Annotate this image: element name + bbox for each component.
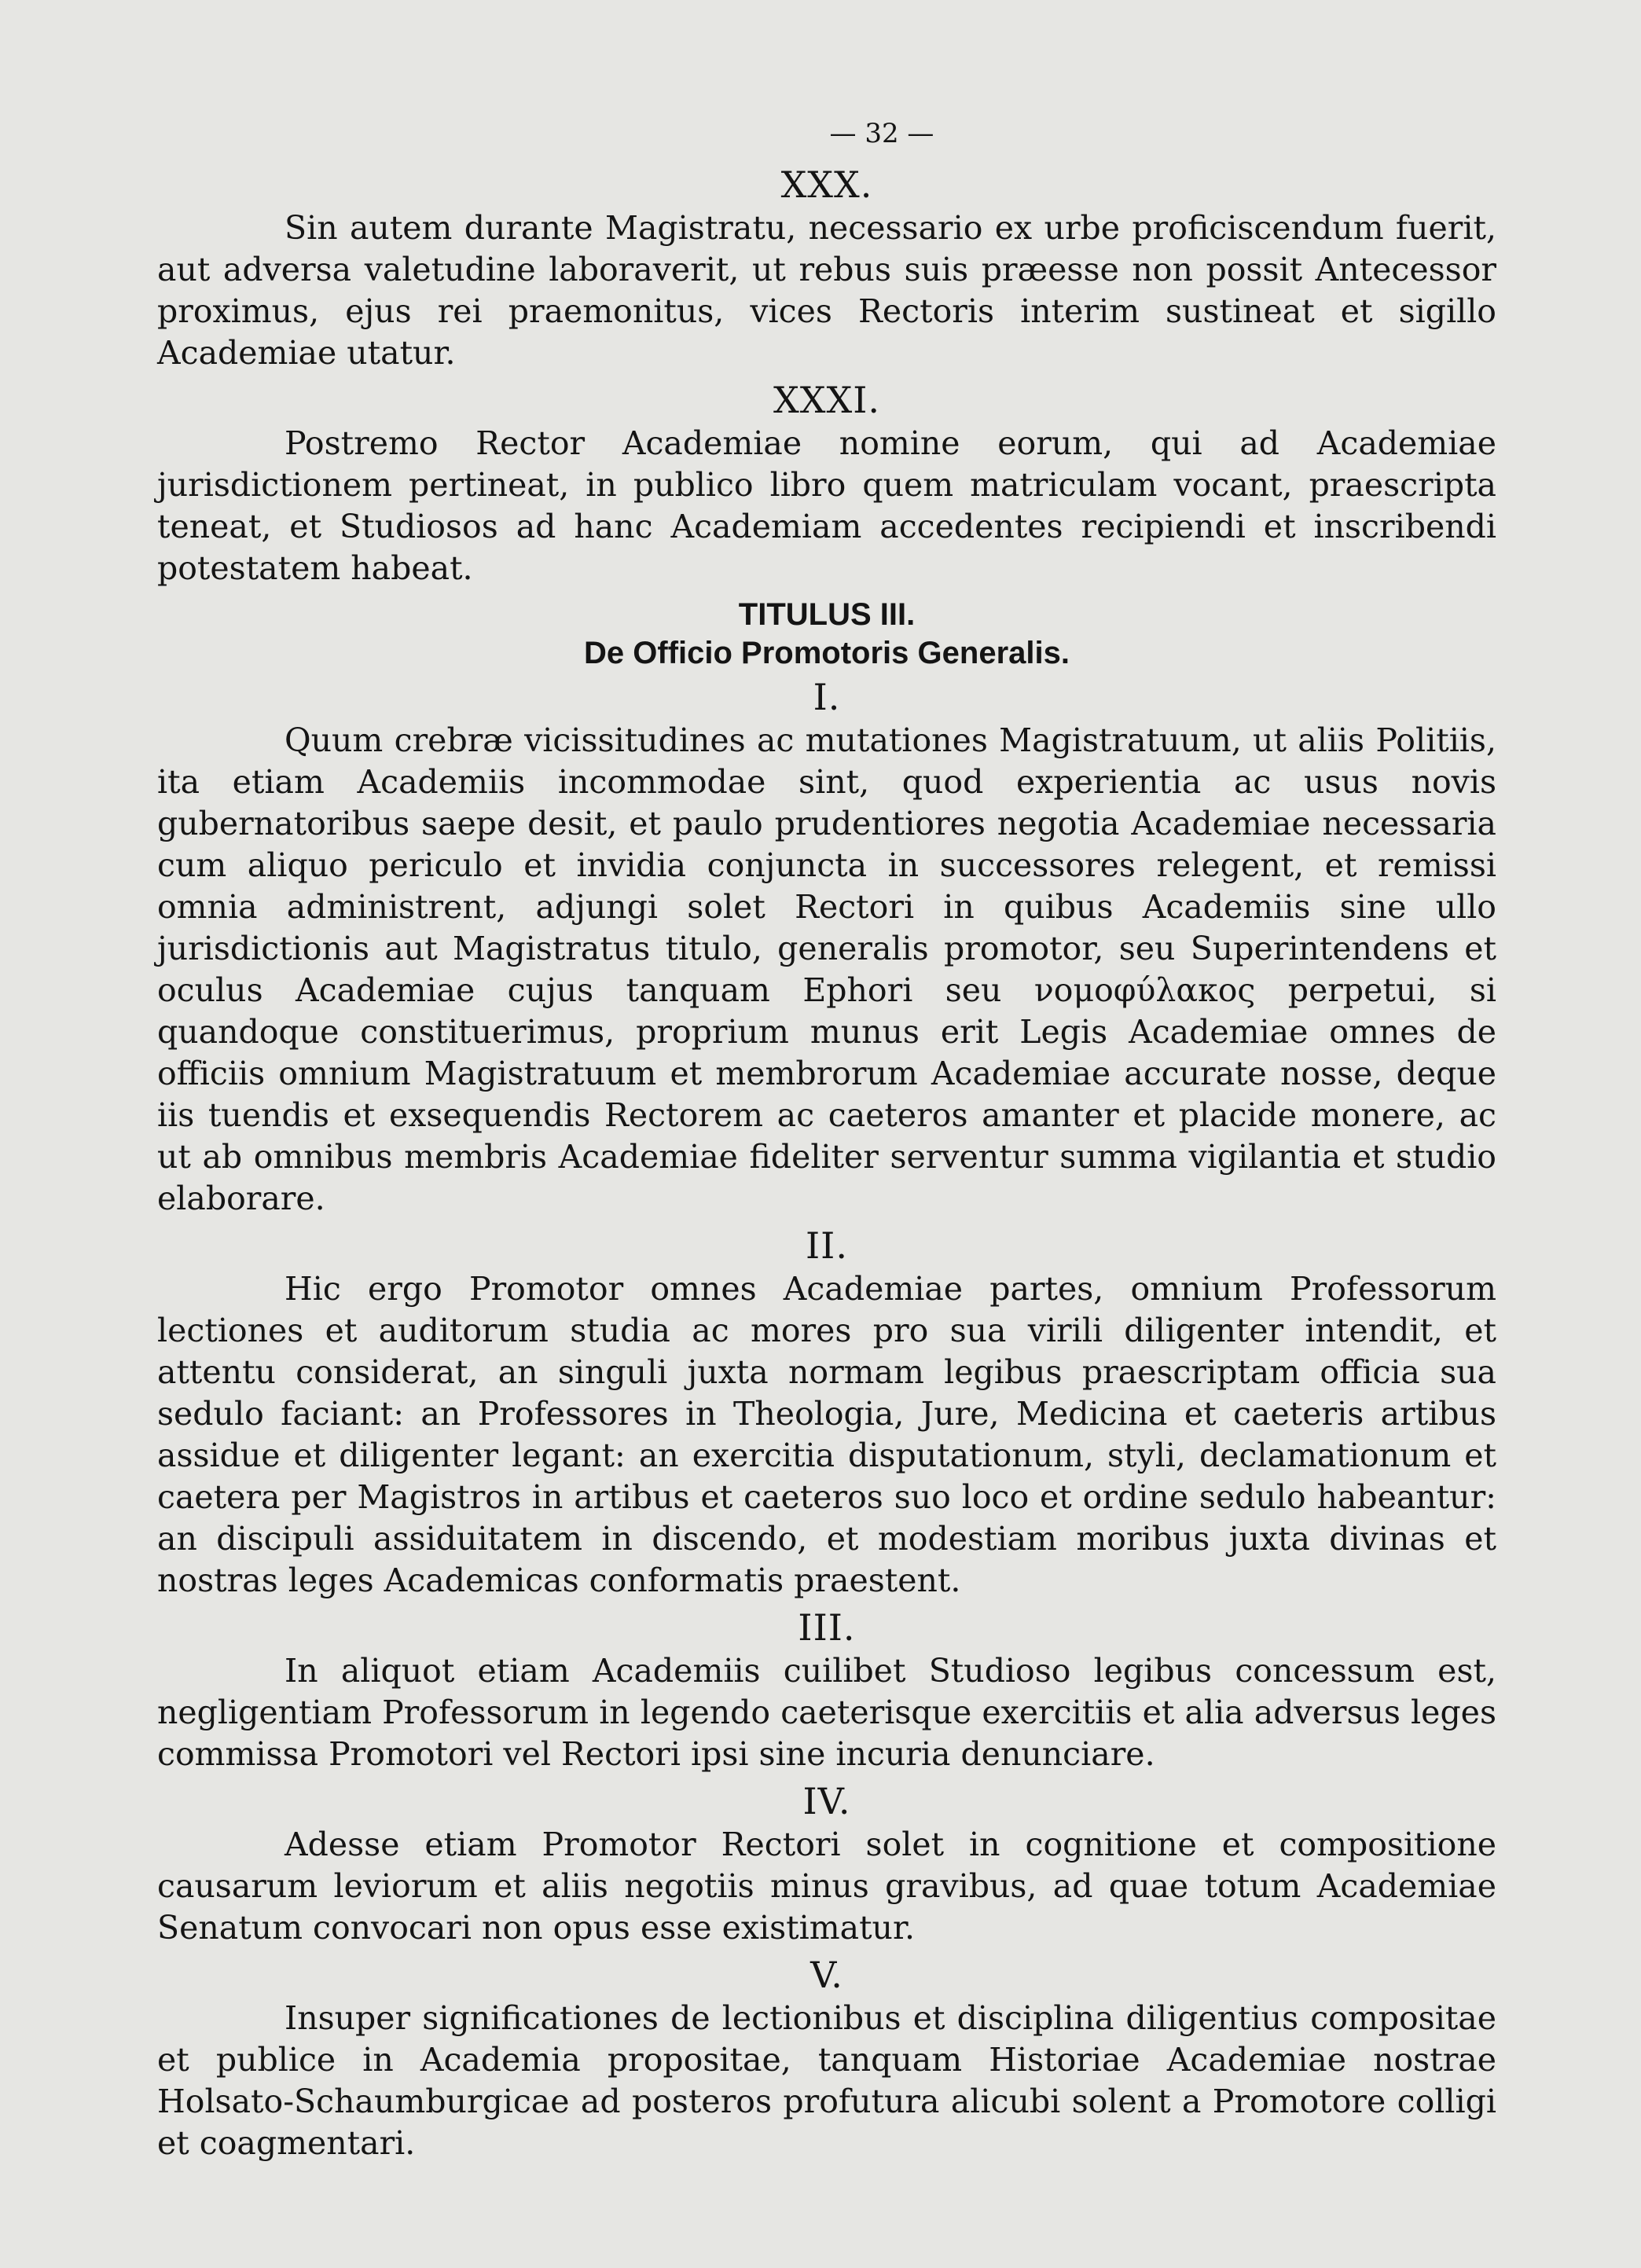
paragraph-article-i: Quum crebræ vicissitudines ac mutationes Magistratuum, ut aliis Politiis, ita etiam Academiis incommodae sint, quod experientia ac usus novis gubernatoribus saepe desit, et paulo prudentiores negotia Academiae necessaria cum aliquo periculo et invidia conjuncta in successores relegent, et remissi omnia administrent, adjungi solet Rectori in quibus Academiis sine ullo jurisdictionis aut Magistratus titulo, generalis promotor, seu Superintendens et oculus Academiae cujus tanquam Ephori seu νομοφύλακος perpetui, si quandoque constituerimus, proprium munus erit Legis Academiae omnes de officiis omnium Magistratuum et membrorum Academiae accurate nosse, deque iis tuendis et exsequendis Rectorem ac caeteros amanter et placide monere, ac ut ab omnibus membris Academiae fideliter serventur summa vigilantia et studio elaborare. <box>157 721 1496 1217</box>
titulus-heading: TITULUS III. <box>738 597 916 632</box>
text-block <box>157 118 1496 2164</box>
section-heading-xxxi: XXXI. <box>773 379 881 421</box>
paragraph-article-iv: Adesse etiam Promotor Rectori solet in cognitione et compositione causarum leviorum et aliis negotiis minus gravibus, ad quae totum Academiae Senatum convocari non opus esse existimatur. <box>157 1826 1496 1947</box>
page-number: — 32 — <box>829 118 934 149</box>
paragraph-article-iii: In aliquot etiam Academiis cuilibet Studioso legibus concessum est, negligentiam Professorum in legendo caeterisque exercitiis et alia adversus leges commissa Promotori vel Rectori ipsi sine incuria denunciare. <box>157 1652 1496 1773</box>
article-heading-ii: II. <box>806 1224 848 1267</box>
paragraph-article-v: Insuper significationes de lectionibus et disciplina diligentius compositae et publice in Academia propositae, tanquam Historiae Academiae nostrae Holsato-Schaumburgicae ad posteros profutura alicubi solent a Promotore colligi et coagmentari. <box>157 1999 1496 2162</box>
paragraph-xxx: Sin autem durante Magistratu, necessario ex urbe proficiscendum fuerit, aut adversa valetudine laboraverit, ut rebus suis præesse non possit Antecessor proximus, ejus rei praemonitus, vices Rectoris interim sustineat et sigillo Academiae utatur. <box>157 209 1496 372</box>
article-heading-i: I. <box>813 676 841 718</box>
paragraph-xxxi: Postremo Rector Academiae nomine eorum, qui ad Academiae jurisdictionem pertineat, in publico libro quem matriculam vocant, praescripta teneat, et Studiosos ad hanc Academiam accedentes recipiendi et inscribendi potestatem habeat. <box>157 424 1496 587</box>
titulus-subheading: De Officio Promotoris Generalis. <box>584 636 1070 670</box>
paragraph-article-ii: Hic ergo Promotor omnes Academiae partes, omnium Professorum lectiones et auditorum studia ac mores pro sua virili diligenter intendit, et attentu considerat, an singuli juxta normam legibus praescriptam officia sua sedulo faciant: an Professores in Theologia, Jure, Medicina et caeteris artibus assidue et diligenter legant: an exercitia disputationum, styli, declamationum et caetera per Magistros in artibus et caeteros suo loco et ordine sedulo habeantur: an discipuli assiduitatem in discendo, et modestiam moribus juxta divinas et nostras leges Academicas conformatis praestent. <box>157 1270 1496 1599</box>
article-heading-iii: III. <box>798 1606 856 1649</box>
article-heading-v: V. <box>810 1954 843 1996</box>
article-heading-iv: IV. <box>802 1780 851 1822</box>
section-heading-xxx: XXX. <box>780 163 873 206</box>
